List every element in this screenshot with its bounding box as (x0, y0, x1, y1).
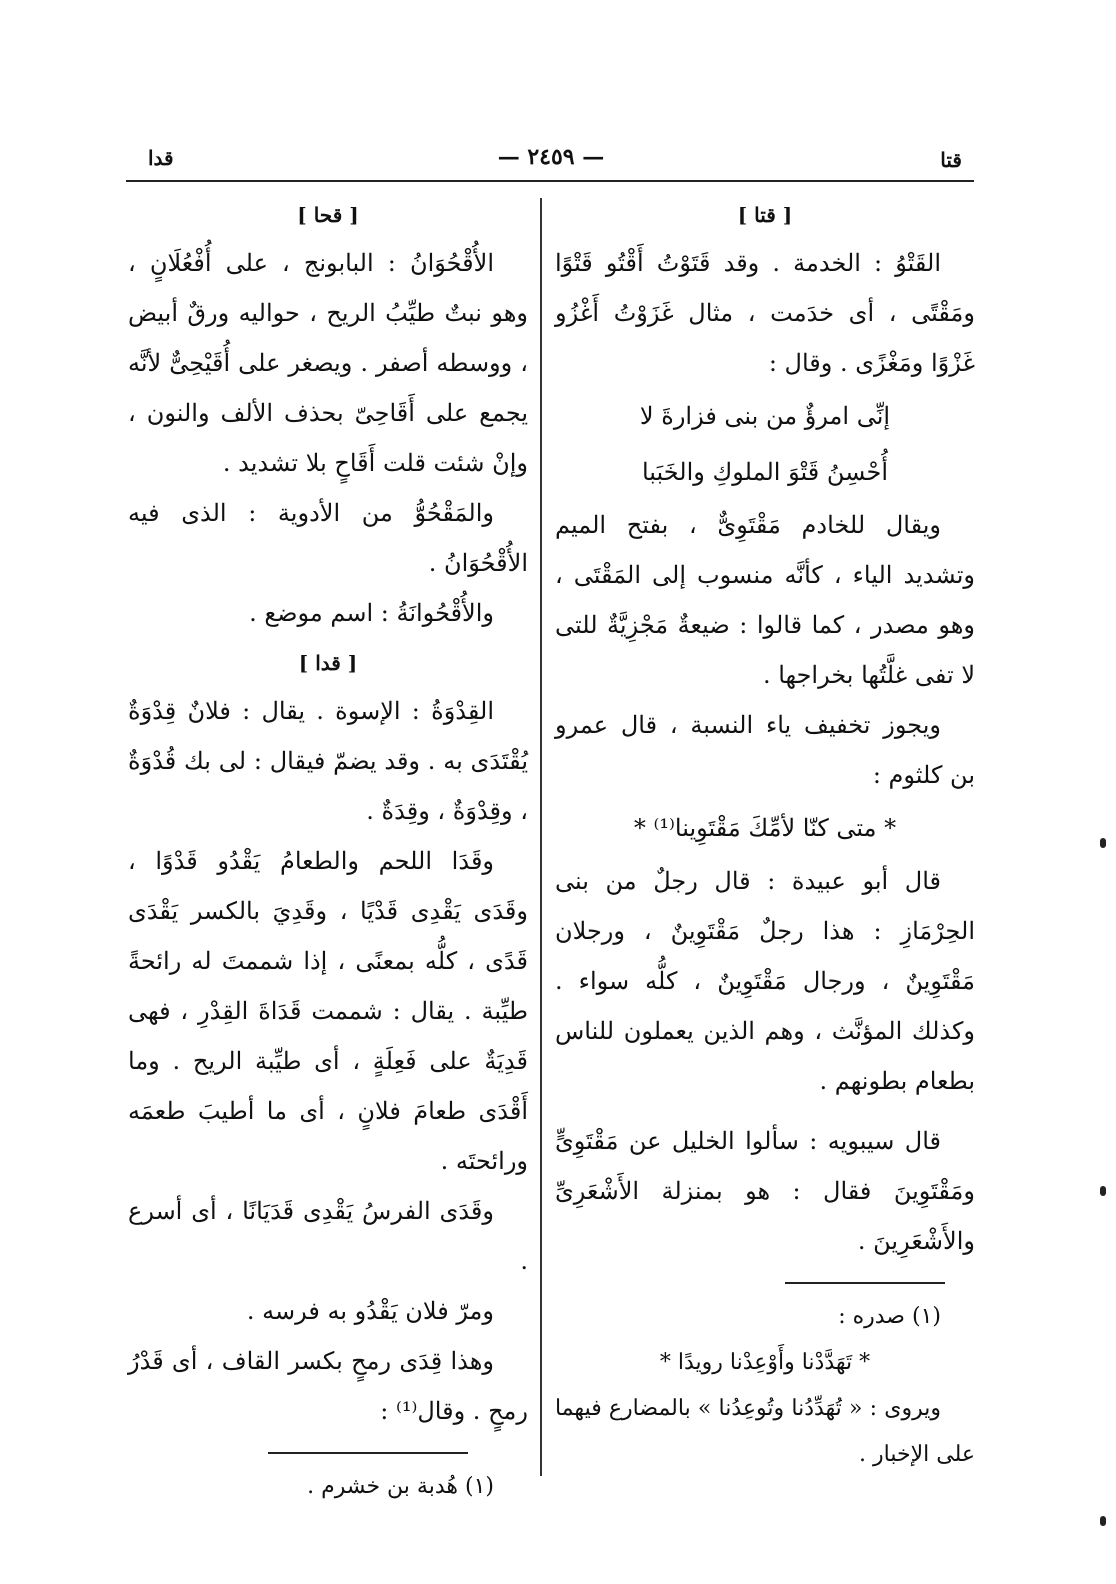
entry-title-qada: [ قدا ] (298, 651, 358, 675)
paragraph: والمَقْحُوُّ من الأدوية : الذى فيه الأُقْحُوَانُ . (128, 499, 528, 577)
paragraph: ويقال للخادم مَقْتَوِىٌّ ، بفتح الميم وتشديد الياء ، كأنَّه منسوب إلى المَقْتَى ، وهو مصدر ، كما قالوا : ضيعةٌ مَجْزِيَّةٌ للتى لا تفى غلَّتُها بخراجها . (555, 511, 975, 689)
paragraph: ويجوز تخفيف ياء النسبة ، قال عمرو بن كلثوم : (555, 711, 975, 789)
right-column (555, 190, 975, 1478)
column-divider (540, 198, 542, 1476)
paragraph: وهذا قِدَى رمحٍ بكسر القاف ، أى قَدْرُ رمحٍ . وقال⁽¹⁾ : (128, 1347, 528, 1425)
scan-mark (1100, 1186, 1106, 1196)
scan-mark (1100, 1516, 1106, 1526)
paragraph: وقَدَى الفرسُ يَقْدِى قَدَيَانًا ، أى أسرع . (128, 1197, 528, 1275)
verse-line: * متى كنّا لأمِّكَ مَقْتَوِينا⁽¹⁾ * (633, 814, 897, 842)
paragraph: القَتْوُ : الخدمة . وقد قَتَوْتُ أَقْتُو قَتْوًا ومَقْتًى ، أى خدَمت ، مثال غَزَوْتُ أَغْزُو غَزْوًا ومَغْزًى . وقال : (555, 249, 975, 377)
page-number: — ٢٤٥٩ — (497, 144, 605, 170)
footnotes (128, 1464, 528, 1510)
paragraph: ومرّ فلان يَقْدُو به فرسه . (246, 1297, 494, 1325)
paragraph: قال أبو عبيدة : قال رجلٌ من بنى الحِرْمَازِ : هذا رجلٌ مَقْتَوِينٌ ، ورجلان مَقْتَوِينٌ ، ورجال مَقْتَوِينٌ ، كلُّه سواء . وكذلك المؤنَّث ، وهم الذين يعملون للناس بطعام بطونهم . (555, 867, 975, 1095)
footnotes (555, 1294, 975, 1478)
footnote: (١) هُدبة بن خشرم . (307, 1474, 494, 1499)
entry-title-qata: [ قتا ] (737, 203, 793, 227)
header-right-word: قتا (940, 148, 962, 172)
footnote-verse: * تَهَدَّدْنا وأَوْعِدْنا رويدًا * (659, 1350, 871, 1375)
paragraph: قال سيبويه : سألوا الخليل عن مَقْتَوِىٍّ ومَقْتَوِينَ فقال : هو بمنزلة الأَشْعَرِىِّ والأَشْعَرِينَ . (555, 1127, 975, 1255)
footnote: (١) صدره : (838, 1304, 941, 1329)
paragraph: الأُقْحُوَانُ : البابونج ، على أُفْعُلَانٍ ، وهو نبتٌ طيِّبُ الريح ، حواليه ورقٌ أبيض ، ووسطه أصفر . ويصغر على أُقَيْحِىٌّ لأنَّه يجمع على أَقَاحِىّ بحذف الألف والنون ، وإنْ شئت قلت أَقَاحٍ بلا تشديد . (128, 249, 528, 477)
footnote-rule (785, 1282, 945, 1284)
verse-line: أُحْسِنُ قَتْوَ الملوكِ والخَبَبا (641, 458, 889, 486)
paragraph: القِدْوَةُ : الإسوة . يقال : فلانٌ قِدْوَةٌ يُقْتَدَى به . وقد يضمّ فيقال : لى بك قُدْوَةٌ ، وقِدْوَةٌ ، وقِدَةٌ . (128, 697, 528, 825)
header-left-word: قدا (148, 146, 174, 170)
paragraph: والأُقْحُوانَةُ : اسم موضع . (249, 599, 494, 627)
footnote-rule (268, 1452, 468, 1454)
verse-line: إنِّى امرؤٌ من بنى فزارةَ لا (639, 402, 891, 430)
header-rule (126, 180, 974, 182)
footnote: ويروى : « تُهَدِّدُنا وتُوعِدُنا » بالمضارع فيهما على الإخبار . (555, 1396, 975, 1467)
scan-mark (1100, 838, 1106, 848)
left-column (128, 190, 528, 1510)
entry-title-qaha: [ قحا ] (297, 203, 359, 227)
page-header (128, 142, 974, 180)
paragraph: وقَدَا اللحم والطعامُ يَقْدُو قَدْوًا ، وقَدَى يَقْدِى قَدْيًا ، وقَدِيَ بالكسر يَقْدَى قَدًى ، كلُّه بمعنًى ، إذا شممتَ له رائحةً طيِّبة . يقال : شممت قَدَاةَ القِدْرِ ، فهى قَدِيَةٌ على فَعِلَةٍ ، أى طيِّبة الريح . وما أَقْدَى طعامَ فلانٍ ، أى ما أطيبَ طعمَه ورائحتَه . (128, 847, 529, 1175)
